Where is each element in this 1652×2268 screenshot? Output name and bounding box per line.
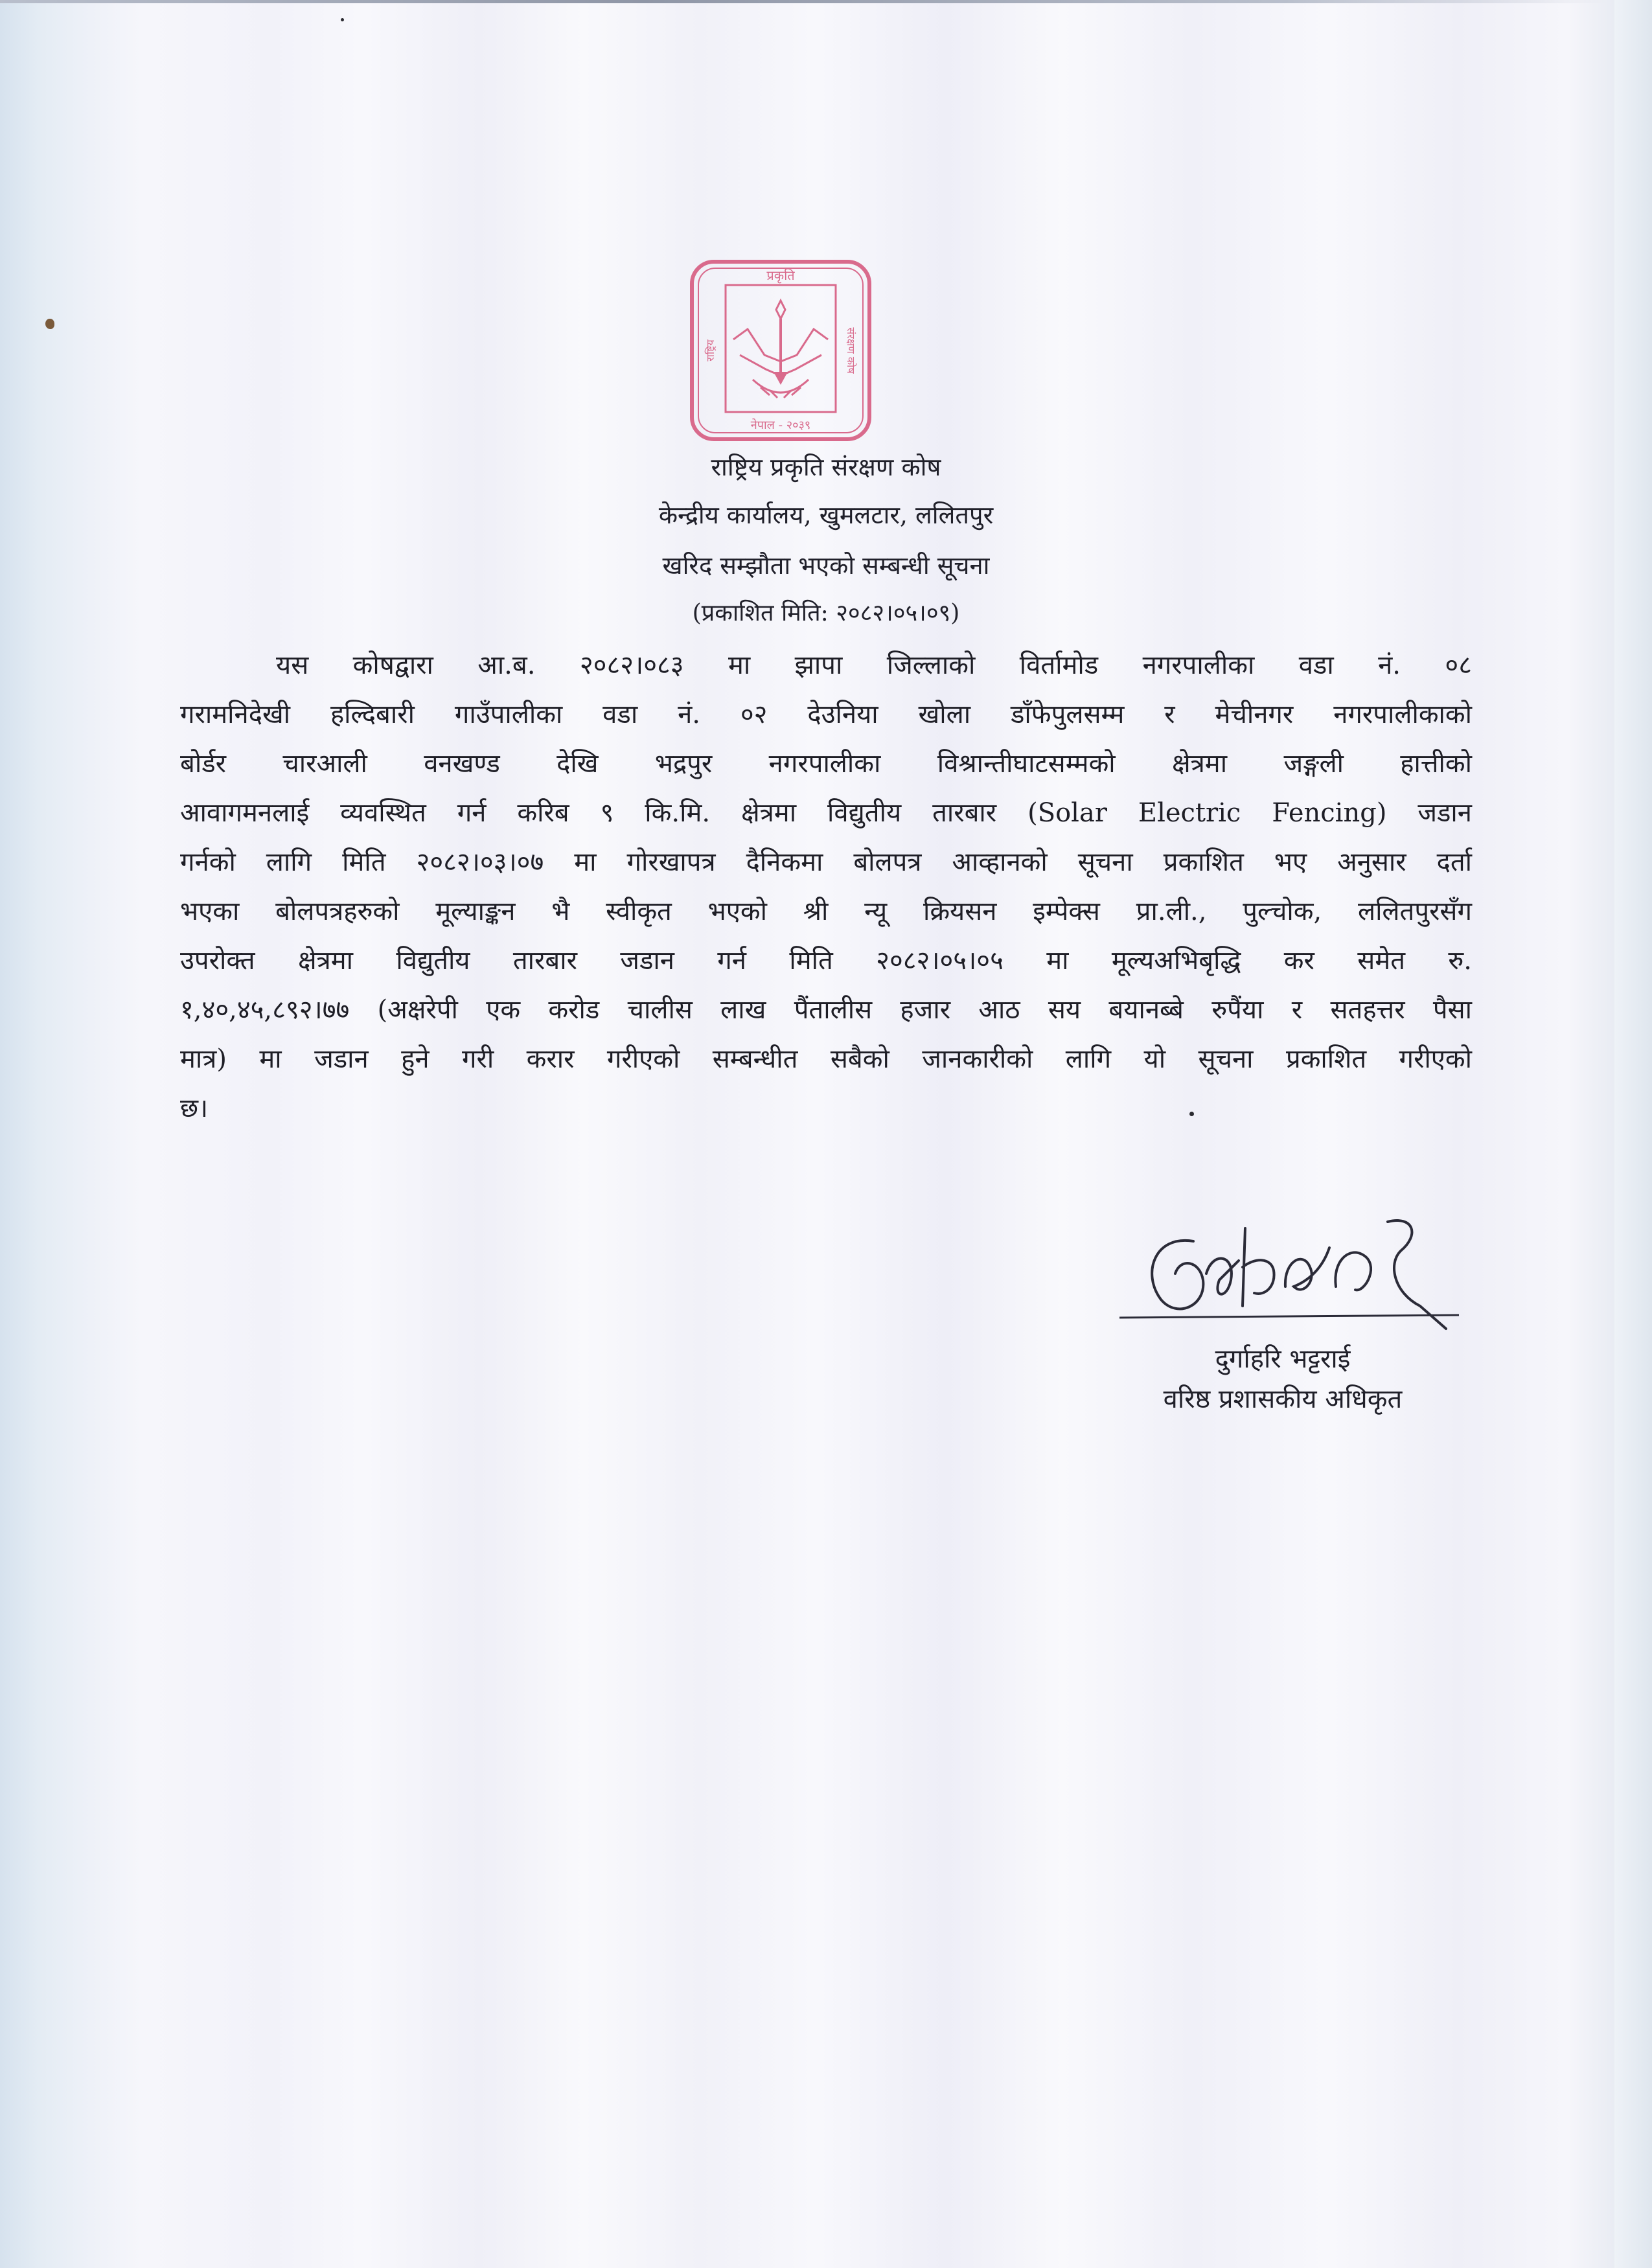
signatory-name: दुर्गाहरि भट्टराई	[1215, 1344, 1351, 1374]
body-line: मात्र) मा जडान हुने गरी करार गरीएको सम्बन्धीत सबैको जानकारीको लागि यो सूचना प्रकाशित गरीएको	[180, 1044, 1473, 1074]
body-line: आवागमनलाई व्यवस्थित गर्न करिब ९ कि.मि. क्षेत्रमा विद्युतीय तारबार (Solar Electric Fencing) जडान	[180, 798, 1472, 828]
scan-speck	[45, 319, 54, 329]
body-line: यस कोषद्वारा आ.ब. २०८२।०८३ मा झापा जिल्लाको विर्तामोड नगरपालीका वडा नं. ०८	[276, 650, 1472, 680]
scan-top-edge	[0, 0, 1607, 3]
notice-body-paragraph	[180, 641, 1472, 1134]
body-line: गर्नको लागि मिति २०८२।०३।०७ मा गोरखापत्र दैनिकमा बोलपत्र आव्हानको सूचना प्रकाशित भए अनुसार दर्ता	[180, 847, 1472, 877]
seal-right-text: संरक्षण कोष	[845, 327, 857, 374]
scan-right-edge	[1614, 0, 1652, 2268]
handwritten-signature	[1116, 1189, 1465, 1351]
organization-name: राष्ट्रिय प्रकृति संरक्षण कोष	[711, 453, 941, 481]
seal-graphic	[688, 258, 873, 443]
publish-date: (प्रकाशित मिति: २०८२।०५।०९)	[692, 600, 960, 626]
scan-dot	[341, 18, 344, 21]
seal-bottom-text: नेपाल - २०३९	[750, 418, 811, 432]
body-line: भएका बोलपत्रहरुको मूल्याङ्कन भै स्वीकृत भएको श्री न्यू क्रियसन इम्पेक्स प्रा.ली., पुल्चोक, ललितपुरसँग	[180, 897, 1472, 926]
office-address: केन्द्रीय कार्यालय, खुमलटार, ललितपुर	[658, 501, 994, 529]
body-line: गरामनिदेखी हल्दिबारी गाउँपालीका वडा नं. ०२ देउनिया खोला डाँफेपुलसम्म र मेचीनगर नगरपालीकाको	[180, 700, 1472, 729]
body-line: १,४०,४५,८९२।७७ (अक्षरेपी एक करोड चालीस लाख पैंतालीस हजार आठ सय बयानब्बे रुपैंया र सतहत्तर पैसा	[180, 995, 1472, 1025]
body-line: बोर्डर चारआली वनखण्ड देखि भद्रपुर नगरपालीका विश्रान्तीघाटसम्मको क्षेत्रमा जङ्गली हात्तीको	[180, 749, 1472, 779]
seal-left-text: राष्ट्रिय	[704, 339, 717, 361]
body-line: उपरोक्त क्षेत्रमा विद्युतीय तारबार जडान गर्न मिति २०८२।०५।०५ मा मूल्यअभिबृद्धि कर समेत रु.	[180, 946, 1472, 976]
seal-top-text: प्रकृति	[766, 268, 795, 283]
body-line: छ।	[180, 1094, 209, 1123]
notice-title: खरिद सम्झौता भएको सम्बन्धी सूचना	[662, 551, 990, 580]
organization-seal-logo	[688, 258, 873, 443]
signatory-title: वरिष्ठ प्रशासकीय अधिकृत	[1163, 1384, 1403, 1414]
